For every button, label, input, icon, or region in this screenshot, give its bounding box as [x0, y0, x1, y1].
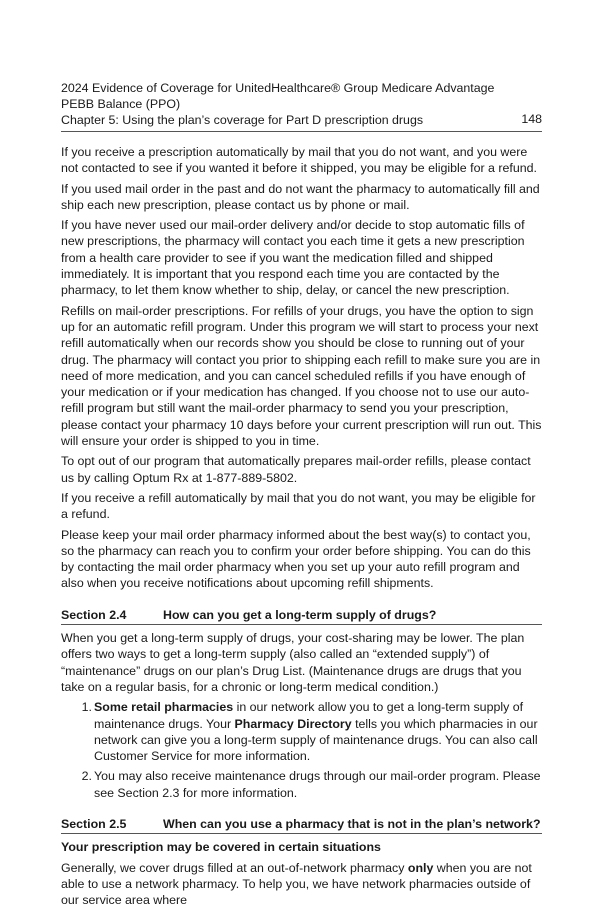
paragraph: If you used mail order in the past and do not want the pharmacy to automatically fill and ship each new prescription, please contact us by phone or mail.: [61, 181, 540, 212]
paragraph: Refills on mail-order prescriptions. For refills of your drugs, you have the option to sign up for an automatic refill program. Under this program we will start to process your next refill automatically when our records show you should be close to running out of your drug. The pharmacy will contact you prior to shipping each refill to make sure you are in need of more medication, and you can cancel scheduled refills if you have enough of your medication or if your medication has changed. If you choose not to use our auto-refill program but still want the mail-order pharmacy to send you your prescription, please contact your pharmacy 10 days before your current prescription will run out. This will ensure your order is shipped to you in time.: [61, 303, 542, 449]
numbered-list: [61, 699, 542, 801]
text: Generally, we cover drugs filled at an out-of-network pharmacy: [61, 860, 408, 875]
section-heading-2-5: [61, 816, 542, 834]
list-item: [61, 699, 542, 764]
paragraph: When you get a long-term supply of drugs, your cost-sharing may be lower. The plan offers two ways to get a long-term supply (also called an “extended supply”) of “maintenance” drugs on our plan’s Drug List. (Maintenance drugs are drugs that you take on a regular basis, for a chronic or long-term medical condition.): [61, 631, 525, 694]
paragraph: [61, 860, 542, 909]
header-divider: [61, 131, 542, 132]
paragraph: If you receive a prescription automatically by mail that you do not want, and you were not contacted to see if you wanted it before it shipped, you may be eligible for a refund.: [61, 145, 537, 176]
paragraph: If you receive a refill automatically by mail that you do not want, you may be eligible for a refund.: [61, 490, 536, 522]
list-number: 1.: [81, 700, 92, 715]
paragraph: Please keep your mail order pharmacy informed about the best way(s) to contact you, so the pharmacy can reach you to confirm your order before shipping. You can do this by contacting the mail order pharmacy when you set up your auto refill program and also when you receive notifications about upcoming refill shipments.: [61, 527, 531, 591]
page-number: 148: [521, 112, 542, 126]
list-item: [61, 768, 542, 801]
bold-text: only: [407, 860, 434, 875]
paragraph: To opt out of our program that automatically prepares mail-order refills, please contact us by calling Optum Rx at 1-877-889-5802.: [61, 454, 531, 485]
list-item-text: [94, 699, 542, 764]
section-heading-2-4: [61, 607, 542, 625]
section-title: When can you use a pharmacy that is not in the plan’s network?: [163, 816, 541, 831]
document-body: [61, 144, 542, 908]
list-item-text: You may also receive maintenance drugs through our mail-order program. Please see Section 2.3 for more information.: [94, 769, 541, 800]
text: in our network allow you to get a long-term supply of maintenance drugs. Your: [94, 700, 524, 731]
section-title: How can you get a long-term supply of drugs?: [163, 607, 437, 622]
text: when you are not able to use a network pharmacy. To help you, we have network pharmacies outside of our service area where: [61, 860, 532, 908]
list-number: 2.: [81, 769, 92, 784]
bold-text: Pharmacy Directory: [234, 716, 352, 731]
document-title: 2024 Evidence of Coverage for UnitedHealthcare® Group Medicare Advantage PEBB Balance (PPO): [61, 81, 495, 111]
subheading: Your prescription may be covered in certain situations: [61, 840, 381, 855]
section-number: Section 2.4: [61, 607, 127, 622]
page-header: [61, 80, 542, 128]
chapter-title: Chapter 5: Using the plan’s coverage for Part D prescription drugs: [61, 113, 424, 127]
paragraph: If you have never used our mail-order delivery and/or decide to stop automatic fills of new prescriptions, the pharmacy will contact you each time it gets a new prescription from a health care provider to see if you want the medication filled and shipped immediately. It is important that you respond each time you are contacted by the pharmacy, to let them know whether to ship, delay, or cancel the new prescription.: [61, 218, 525, 298]
section-number: Section 2.5: [61, 816, 127, 831]
document-page: [61, 80, 542, 912]
bold-text: Some retail pharmacies: [94, 700, 234, 715]
text: tells you which pharmacies in our network can give you a long-term supply of maintenance drugs. You can also call Customer Service for more information.: [94, 716, 538, 764]
